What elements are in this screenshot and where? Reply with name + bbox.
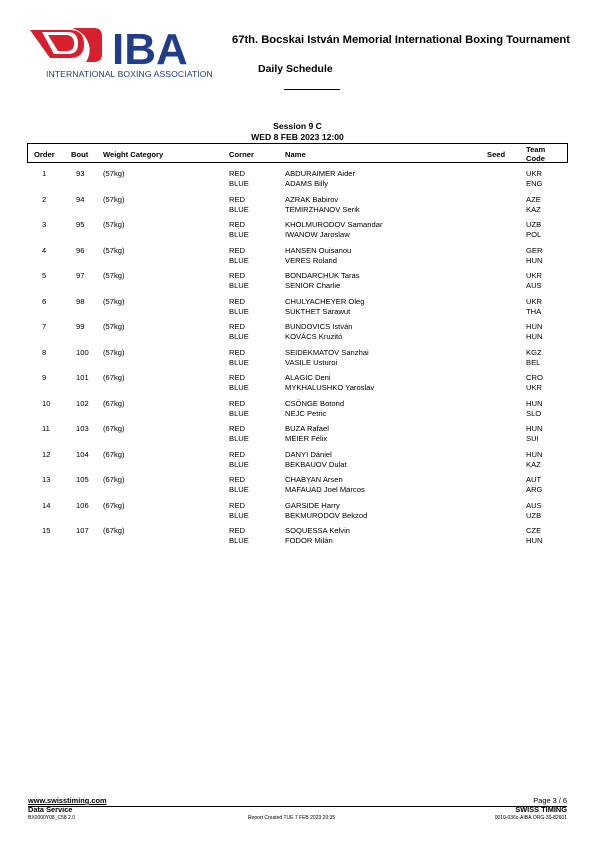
order-cell: 14 xyxy=(42,500,51,510)
table-row xyxy=(0,322,595,348)
order-cell: 5 xyxy=(42,271,47,280)
blue-boxer-name: VERES Roland xyxy=(285,255,337,265)
corner-blue: BLUE xyxy=(229,230,249,239)
order-cell: 13 xyxy=(42,475,51,484)
corner-blue: BLUE xyxy=(229,179,249,188)
red-boxer-name: SEIDEKMATOV Sanzhai xyxy=(285,347,369,357)
weight-cell: (67kg) xyxy=(103,424,125,433)
organization-name: INTERNATIONAL BOXING ASSOCIATION xyxy=(46,69,213,79)
blue-team-code: UKR xyxy=(526,383,543,392)
red-team-code: UKR xyxy=(526,296,543,306)
blue-boxer-name: FODOR Milán xyxy=(285,536,333,545)
weight-cell: (57kg) xyxy=(103,220,125,229)
blue-boxer-name: BEKBAUOV Dulat xyxy=(285,459,347,469)
corner-red: RED xyxy=(229,322,246,331)
weight-cell: (67kg) xyxy=(103,475,125,484)
blue-team-code: HUN xyxy=(526,255,543,265)
blue-boxer-name: MAFAUAD Joel Marcos xyxy=(285,485,365,494)
blue-team-code: POL xyxy=(526,230,542,239)
corner-blue: BLUE xyxy=(229,510,249,520)
footer-website[interactable]: www.swisstiming.com xyxy=(28,796,107,805)
red-team-code: AUS xyxy=(526,500,542,510)
col-seed: Seed xyxy=(487,150,506,159)
weight-cell: (67kg) xyxy=(103,398,125,408)
blue-team-code: ENG xyxy=(526,179,543,188)
red-boxer-name: CHABYAN Arsen xyxy=(285,475,343,484)
corner-blue: BLUE xyxy=(229,459,249,469)
corner-red: RED xyxy=(229,373,246,382)
red-team-code: AUT xyxy=(526,475,542,484)
red-boxer-name: BONDARCHUK Taras xyxy=(285,271,360,280)
red-team-code: HUN xyxy=(526,424,543,433)
bout-cell: 103 xyxy=(76,424,89,433)
blue-team-code: ARG xyxy=(526,485,543,494)
red-team-code: GER xyxy=(526,245,543,255)
red-team-code: UZB xyxy=(526,220,542,229)
blue-team-code: UZB xyxy=(526,510,542,520)
blue-boxer-name: NEJC Petric xyxy=(285,408,327,418)
corner-red: RED xyxy=(229,245,246,255)
blue-team-code: HUN xyxy=(526,536,543,545)
bout-cell: 97 xyxy=(76,271,85,280)
red-boxer-name: BUZA Rafael xyxy=(285,424,329,433)
table-row xyxy=(0,373,595,399)
col-team: Team xyxy=(526,145,546,154)
blue-boxer-name: MEIER Félix xyxy=(285,434,328,443)
red-boxer-name: ALAGIC Deni xyxy=(285,373,331,382)
bout-cell: 96 xyxy=(76,245,85,255)
table-row xyxy=(0,424,595,450)
table-row xyxy=(0,475,595,501)
header-divider xyxy=(284,89,340,90)
col-name: Name xyxy=(285,150,306,159)
table-row xyxy=(0,246,595,272)
document-title: Daily Schedule xyxy=(258,63,333,75)
corner-red: RED xyxy=(229,169,246,178)
corner-blue: BLUE xyxy=(229,383,249,392)
blue-team-code: KAZ xyxy=(526,459,541,469)
weight-cell: (57kg) xyxy=(103,245,125,255)
weight-cell: (67kg) xyxy=(103,500,125,510)
order-cell: 8 xyxy=(42,347,47,357)
blue-team-code: KAZ xyxy=(526,204,541,214)
table-row xyxy=(0,348,595,374)
table-row xyxy=(0,271,595,297)
order-cell: 3 xyxy=(42,220,47,229)
blue-team-code: SLO xyxy=(526,408,542,418)
col-weight-category: Weight Category xyxy=(103,150,164,159)
corner-red: RED xyxy=(229,475,246,484)
blue-team-code: HUN xyxy=(526,332,543,341)
table-row xyxy=(0,195,595,221)
col-corner: Corner xyxy=(229,150,254,159)
red-team-code: AZE xyxy=(526,194,541,204)
corner-red: RED xyxy=(229,296,246,306)
red-team-code: HUN xyxy=(526,398,543,408)
blue-team-code: BEL xyxy=(526,357,541,367)
bout-list xyxy=(0,169,595,552)
table-row xyxy=(0,297,595,323)
bout-cell: 98 xyxy=(76,296,85,306)
col-order: Order xyxy=(34,150,55,159)
corner-red: RED xyxy=(229,194,246,204)
bout-cell: 94 xyxy=(76,194,85,204)
weight-cell: (57kg) xyxy=(103,296,125,306)
blue-boxer-name: KOVÁCS Kruzitó xyxy=(285,332,343,341)
red-boxer-name: GARSIDE Harry xyxy=(285,500,340,510)
blue-boxer-name: BEKMURODOV Bekzod xyxy=(285,510,368,520)
blue-boxer-name: ADAMS Billy xyxy=(285,179,329,188)
blue-boxer-name: IWANOW Jaroslaw xyxy=(285,230,350,239)
corner-red: RED xyxy=(229,424,246,433)
bout-cell: 107 xyxy=(76,526,89,535)
session-date: WED 8 FEB 2023 12:00 xyxy=(251,132,344,142)
red-gloves-emblem xyxy=(30,28,102,62)
red-boxer-name: DANYI Dániel xyxy=(285,449,332,459)
weight-cell: (67kg) xyxy=(103,373,125,382)
corner-red: RED xyxy=(229,500,246,510)
red-team-code: UKR xyxy=(526,271,543,280)
bout-cell: 100 xyxy=(76,347,89,357)
red-team-code: CZE xyxy=(526,526,542,535)
corner-blue: BLUE xyxy=(229,485,249,494)
order-cell: 6 xyxy=(42,296,47,306)
table-row xyxy=(0,220,595,246)
blue-team-code: SUI xyxy=(526,434,539,443)
corner-red: RED xyxy=(229,220,246,229)
weight-cell: (67kg) xyxy=(103,449,125,459)
corner-blue: BLUE xyxy=(229,332,249,341)
order-cell: 1 xyxy=(42,169,47,178)
order-cell: 7 xyxy=(42,322,47,331)
footer-brand: SWISS TIMING xyxy=(515,805,567,814)
table-row xyxy=(0,399,595,425)
order-cell: 12 xyxy=(42,449,51,459)
bout-cell: 101 xyxy=(76,373,89,382)
weight-cell: (57kg) xyxy=(103,322,125,331)
page-number: Page 3 / 6 xyxy=(533,796,567,805)
blue-boxer-name: SENIOR Charlie xyxy=(285,281,341,290)
blue-boxer-name: MYKHALUSHKO Yaroslav xyxy=(285,383,375,392)
footer-data-service: Data Service xyxy=(28,805,73,814)
blue-boxer-name: SUKTHET Sarawut xyxy=(285,306,351,316)
table-row xyxy=(0,526,595,552)
red-team-code: HUN xyxy=(526,449,543,459)
corner-red: RED xyxy=(229,526,246,535)
red-boxer-name: AZRAK Babirov xyxy=(285,194,339,204)
weight-cell: (57kg) xyxy=(103,169,125,178)
footer-report-created: Report Created TUE 7 FEB 2023 20:35 xyxy=(248,815,336,821)
bout-cell: 106 xyxy=(76,500,89,510)
red-boxer-name: BUNDOVICS István xyxy=(285,322,353,331)
order-cell: 2 xyxy=(42,194,47,204)
corner-blue: BLUE xyxy=(229,204,249,214)
table-row xyxy=(0,169,595,195)
footer-doc-code: BX0000Y08_C58 2.0 xyxy=(28,815,75,821)
bout-cell: 99 xyxy=(76,322,85,331)
weight-cell: (67kg) xyxy=(103,526,125,535)
order-cell: 9 xyxy=(42,373,47,382)
weight-cell: (57kg) xyxy=(103,194,125,204)
red-team-code: KGZ xyxy=(526,347,542,357)
session-name: Session 9 C xyxy=(273,121,322,131)
bout-cell: 93 xyxy=(76,169,85,178)
bout-cell: 102 xyxy=(76,398,89,408)
red-team-code: HUN xyxy=(526,322,543,331)
blue-boxer-name: VASILE Usturoi xyxy=(285,357,338,367)
bout-cell: 95 xyxy=(76,220,85,229)
table-header xyxy=(27,143,568,163)
corner-blue: BLUE xyxy=(229,306,249,316)
corner-red: RED xyxy=(229,271,246,280)
corner-red: RED xyxy=(229,347,246,357)
red-boxer-name: CSÖNGE Botond xyxy=(285,398,345,408)
weight-cell: (57kg) xyxy=(103,271,125,280)
red-boxer-name: ABDURAIMER Aider xyxy=(285,169,356,178)
blue-team-code: AUS xyxy=(526,281,542,290)
col-code: Code xyxy=(526,154,545,163)
col-bout: Bout xyxy=(71,150,89,159)
order-cell: 11 xyxy=(42,424,50,433)
corner-blue: BLUE xyxy=(229,255,249,265)
corner-blue: BLUE xyxy=(229,281,249,290)
red-boxer-name: SOQUESSA Kelvin xyxy=(285,526,350,535)
red-team-code: CRO xyxy=(526,373,543,382)
footer-divider xyxy=(28,806,567,807)
order-cell: 15 xyxy=(42,526,51,535)
logo-text: IBA xyxy=(112,25,188,74)
order-cell: 4 xyxy=(42,245,47,255)
table-row xyxy=(0,450,595,476)
red-boxer-name: KHOLMURODOV Samandar xyxy=(285,220,383,229)
corner-blue: BLUE xyxy=(229,408,249,418)
blue-boxer-name: TEMIRZHANOV Serik xyxy=(285,204,360,214)
corner-blue: BLUE xyxy=(229,536,249,545)
red-team-code: UKR xyxy=(526,169,543,178)
event-title: 67th. Bocskai István Memorial International Boxing Tournament xyxy=(232,34,570,46)
corner-red: RED xyxy=(229,398,246,408)
red-boxer-name: HANSEN Ouisanou xyxy=(285,245,352,255)
bout-cell: 104 xyxy=(76,449,89,459)
red-boxer-name: CHULYACHEYER Oleg xyxy=(285,296,365,306)
corner-blue: BLUE xyxy=(229,357,249,367)
blue-team-code: THA xyxy=(526,306,542,316)
corner-red: RED xyxy=(229,449,246,459)
weight-cell: (57kg) xyxy=(103,347,125,357)
bout-cell: 105 xyxy=(76,475,89,484)
order-cell: 10 xyxy=(42,398,51,408)
footer-reference: 0010-036c-AIBA.ORG-30-82601 xyxy=(494,815,567,821)
corner-blue: BLUE xyxy=(229,434,249,443)
table-row xyxy=(0,501,595,527)
